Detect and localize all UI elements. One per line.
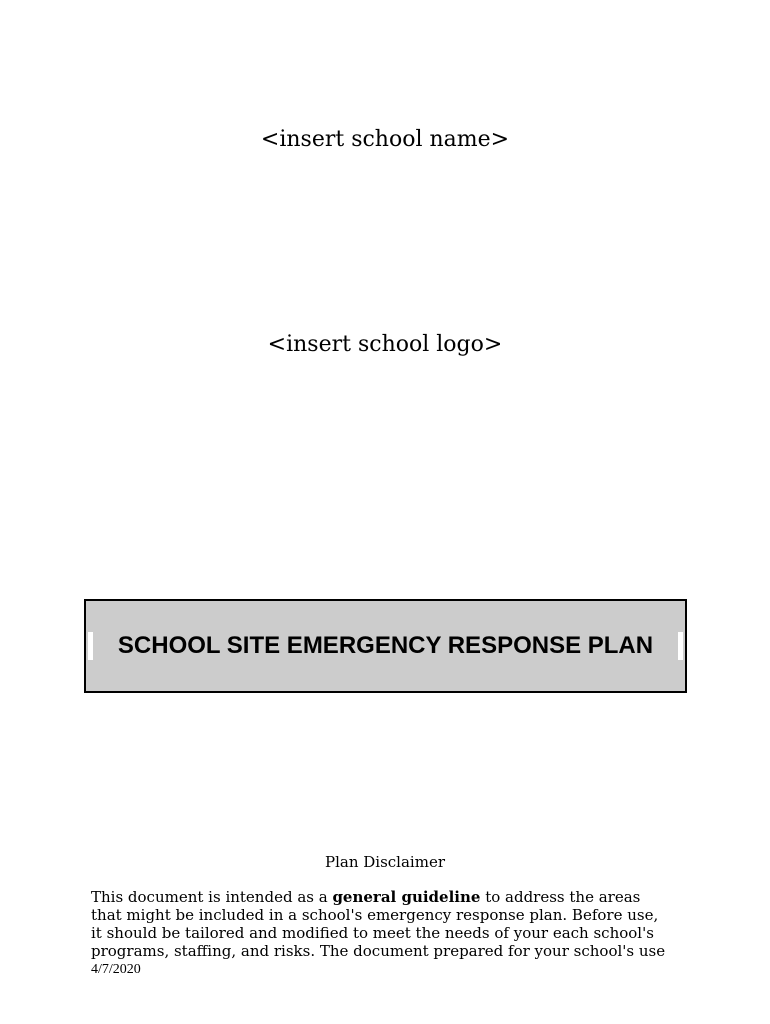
disclaimer-body — [91, 888, 691, 960]
disclaimer-line-2: that might be included in a school's emergency response plan. Before use, — [91, 906, 659, 924]
disclaimer-line-1 — [91, 888, 691, 906]
disclaimer-line-4: programs, staffing, and risks. The document prepared for your school's use — [91, 942, 666, 960]
plan-title-box — [84, 599, 687, 693]
disclaimer-line-3: it should be tailored and modified to meet the needs of your each school's — [91, 924, 654, 942]
disclaimer-line-1-end: to address the areas — [480, 888, 641, 906]
title-right-marker — [678, 632, 683, 660]
disclaimer-heading: Plan Disclaimer — [325, 853, 445, 871]
plan-title: SCHOOL SITE EMERGENCY RESPONSE PLAN — [117, 632, 654, 659]
disclaimer-emphasis: general guideline — [332, 888, 481, 906]
school-logo-placeholder: <insert school logo> — [267, 332, 503, 357]
footer-date: 4/7/2020 — [91, 962, 141, 977]
disclaimer-line-1-start: This document is intended as a — [91, 888, 333, 906]
school-name-placeholder: <insert school name> — [260, 127, 510, 152]
